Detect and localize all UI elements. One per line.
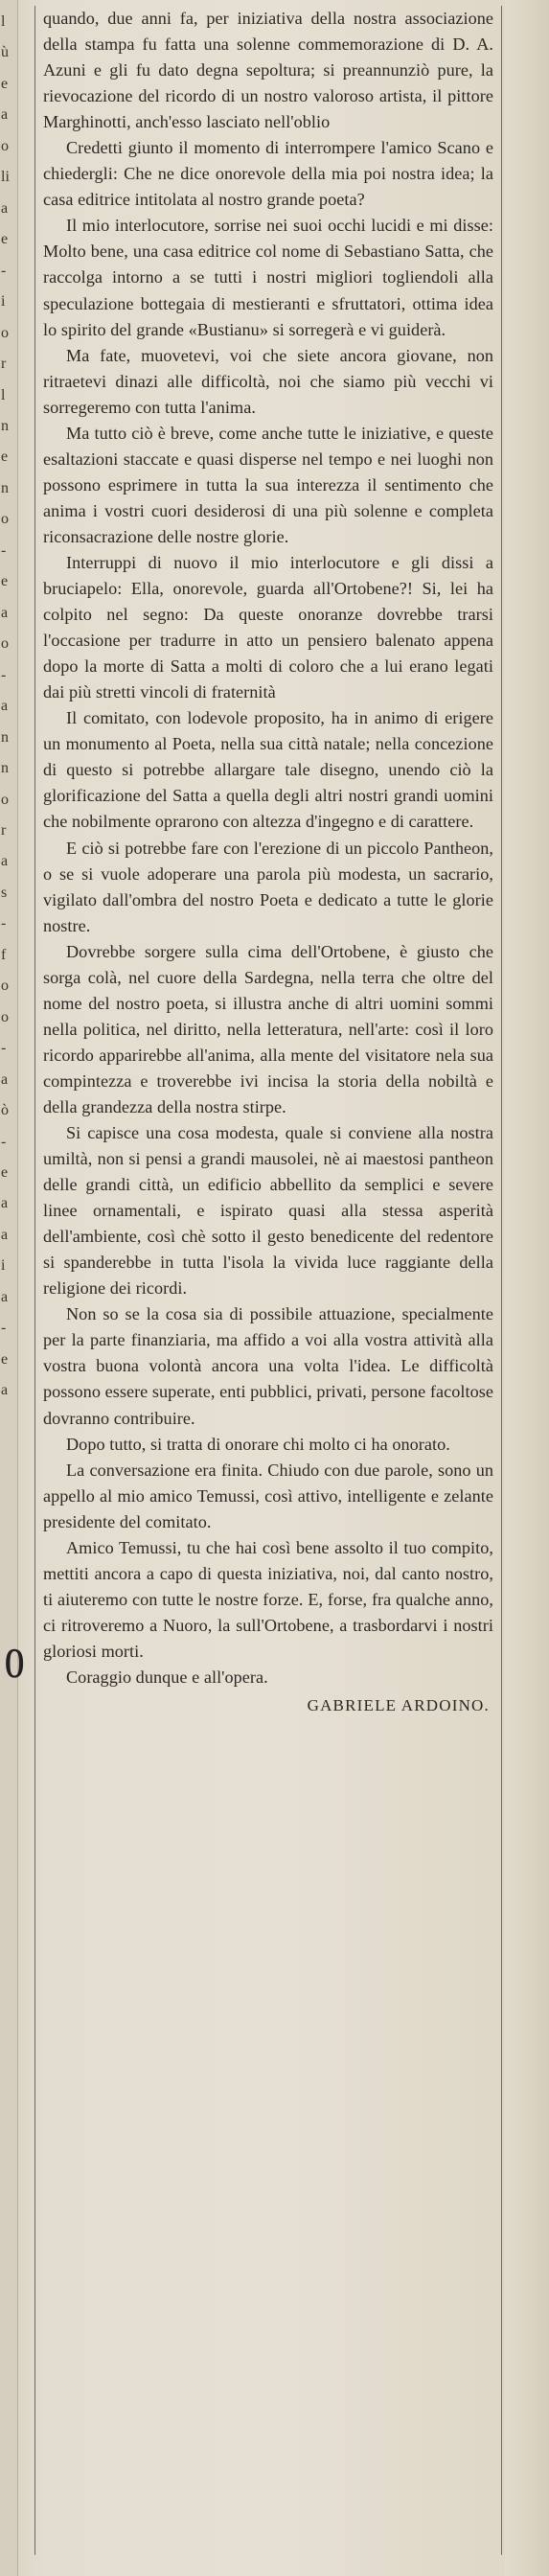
article-body — [43, 6, 493, 1718]
adjacent-column-letter: - — [1, 541, 7, 559]
adjacent-column-letter: ù — [1, 44, 9, 61]
adjacent-column-letter: s — [1, 884, 8, 901]
adjacent-column-letter: e — [1, 75, 9, 92]
adjacent-column-letter: a — [1, 604, 9, 621]
adjacent-column-letter: e — [1, 1350, 9, 1368]
adjacent-column-letter: a — [1, 199, 9, 217]
article-paragraph: Coraggio dunque e all'opera. — [66, 1668, 268, 1687]
adjacent-column-letter: f — [1, 946, 7, 963]
adjacent-column-letter: a — [1, 853, 9, 870]
adjacent-column-letter: - — [1, 1133, 7, 1150]
article-paragraph: Il comitato, con lodevole proposito, ha in animo di erigere un monumento al Poeta, nella sua città natale; nella concezione di questo si potrebbe allargare tale disegno, unendo ciò la glorificazione del Satta a quella degli altri nostri grandi uomini che nobilmente oprarono con altezza d'ingegno e di carattere. — [43, 708, 493, 832]
adjacent-column-letter: o — [1, 978, 9, 995]
adjacent-column-letter: n — [1, 479, 9, 496]
adjacent-column-letter: n — [1, 728, 9, 746]
article-paragraph: Interruppi di nuovo il mio interlocutore e gli dissi a bruciapelo: Ella, onorevole, guarda all'Ortobene?! Si, lei ha colpito nel segno: Da queste onoranze dovrebbe trarsi l'occasione per tradurre in atto un pensiero balenato appena dopo la morte di Satta a molti di coloro che a lui erano legati dai più stretti vincoli di fraternità — [43, 552, 493, 702]
author-signature: GABRIELE ARDOINO. — [307, 1696, 490, 1715]
article-paragraph: quando, due anni fa, per iniziativa della nostra associazione della stampa fu fatta una solenne commemorazione di D. A. Azuni e gli fu dato degna sepoltura; si preannunziò pure, la rievocazione del ricordo di un nostro valoroso artista, il pittore Marghinotti, anch'esso lasciato nell'oblio — [43, 9, 493, 132]
adjacent-column-letter: o — [1, 137, 9, 154]
article-paragraph: Amico Temussi, tu che hai così bene assolto il tuo compito, mettiti ancora a capo di questa iniziativa, noi, dal canto nostro, ti aiuteremo con tutte le nostre forze. E, forse, fra qualche anno, ci ritroveremo a Nuoro, la sull'Ortobene, a trasbordarvi i nostri gloriosi morti. — [43, 1537, 493, 1661]
adjacent-column-letter: l — [1, 13, 6, 30]
adjacent-column-letter: - — [1, 1040, 7, 1057]
adjacent-column-letter: - — [1, 666, 7, 683]
article-paragraph: Ma tutto ciò è breve, come anche tutte le iniziative, e queste esaltazioni staccate e quasi disperse nel tempo e nei luoghi non possono esprimere in tutta la sua interezza il sentimento che anima i vostri cuori desiderosi di una più solenne e completa riconsacrazione delle nostre glorie. — [43, 423, 493, 546]
article-paragraph: Si capisce una cosa modesta, quale si conviene alla nostra umiltà, non si pensi a grandi mausolei, nè ai maestosi pantheon delle grandi città, un edificio abbellito da semplici e severe linee ornamentali, e ispirato quasi alla stessa asperità dell'ambiente, così chè sotto il gesto benedicente del redentore si spanderebbe in tutta l'isola la vivida luce raggiante della religione dei ricordi. — [43, 1123, 493, 1299]
adjacent-column-letter: o — [1, 324, 9, 341]
adjacent-column-letter: e — [1, 448, 9, 466]
adjacent-column-letter: - — [1, 915, 7, 932]
article-paragraph: Credetti giunto il momento di interrompere l'amico Scano e chiedergli: Che ne dice onorevole della mia poi nostra idea; la casa editrice intitolata al nostro grande poeta? — [43, 138, 493, 210]
adjacent-column-letter: n — [1, 417, 9, 434]
adjacent-column-letter: a — [1, 1226, 9, 1243]
adjacent-column-letter: a — [1, 106, 9, 124]
adjacent-column-letter: a — [1, 1195, 9, 1212]
adjacent-column-letter: i — [1, 293, 6, 310]
adjacent-column-letter: r — [1, 821, 7, 839]
adjacent-column-letter: o — [1, 635, 9, 653]
adjacent-column-letter: - — [1, 262, 7, 279]
article-paragraph: Il mio interlocutore, sorrise nei suoi occhi lucidi e mi disse: Molto bene, una casa editrice col nome di Sebastiano Satta, che raccolga intorno a se tutti i nostri migliori togliendoli alla speculazione bottegaia di mestieranti e sfruttatori, ottima idea lo spirito del grande «Bustianu» si sorregerà e vi guiderà. — [43, 216, 493, 339]
adjacent-column-letter: i — [1, 1257, 6, 1275]
adjacent-column-letter: a — [1, 1070, 9, 1088]
adjacent-column-letter: e — [1, 231, 9, 248]
adjacent-column-letter: e — [1, 1164, 9, 1182]
adjacent-column-letter: r — [1, 356, 7, 373]
adjacent-column-letter: a — [1, 1382, 9, 1399]
adjacent-column-fragment — [0, 0, 25, 2576]
adjacent-column-big-letter: O — [4, 1640, 25, 1687]
adjacent-column-letter: e — [1, 573, 9, 590]
article-paragraph: La conversazione era finita. Chiudo con due parole, sono un appello al mio amico Temussi, così attivo, intelligente e zelante presidente del comitato. — [43, 1460, 493, 1531]
adjacent-column-letter: - — [1, 1320, 7, 1337]
adjacent-column-letter: o — [1, 791, 9, 808]
adjacent-column-letter: l — [1, 386, 6, 403]
adjacent-column-letter: a — [1, 698, 9, 715]
article-paragraph: Ma fate, muovetevi, voi che siete ancora giovane, non ritraetevi dinazi alle difficoltà, noi che siamo più vecchi vi sorregeremo con tutta l'anima. — [43, 345, 493, 417]
adjacent-column-letter: n — [1, 760, 9, 777]
article-paragraph: Non so se la cosa sia di possibile attuazione, specialmente per la parte finanziaria, ma affido a voi alla vostra attività alla vostra buona volontà ancora una volta l'idea. Le difficoltà possono essere superate, enti pubblici, privati, persone facoltose dovranno contribuire. — [43, 1304, 493, 1428]
adjacent-column-letter: li — [1, 169, 10, 186]
page-margin — [505, 0, 549, 2576]
article-column — [34, 6, 502, 2555]
adjacent-column-letter: o — [1, 1008, 9, 1025]
article-paragraph: Dopo tutto, si tratta di onorare chi molto ci ha onorato. — [66, 1434, 450, 1454]
article-paragraph: Dovrebbe sorgere sulla cima dell'Ortobene, è giusto che sorga colà, nel cuore della Sardegna, nella terra che oltre del nome del nostro poeta, si illustra anche di altri uomini sommi nella politica, nel diritto, nella letteratura, nell'arte: così il loro ricordo apparirebbe all'anima, alla mente del visitatore nela sua compintezza e troverebbe ivi incisa la storia della nobiltà e della grandezza della nostra stirpe. — [43, 941, 493, 1116]
adjacent-column-letter: o — [1, 511, 9, 528]
adjacent-column-letter: a — [1, 1288, 9, 1305]
article-paragraph: E ciò si potrebbe fare con l'erezione di un piccolo Pantheon, o se si vuole adoperare una parola più modesta, un sacrario, vigilato dall'ombra del nostro Poeta e dedicato a tutte le glorie nostre. — [43, 838, 493, 935]
adjacent-column-letter: ò — [1, 1102, 9, 1119]
